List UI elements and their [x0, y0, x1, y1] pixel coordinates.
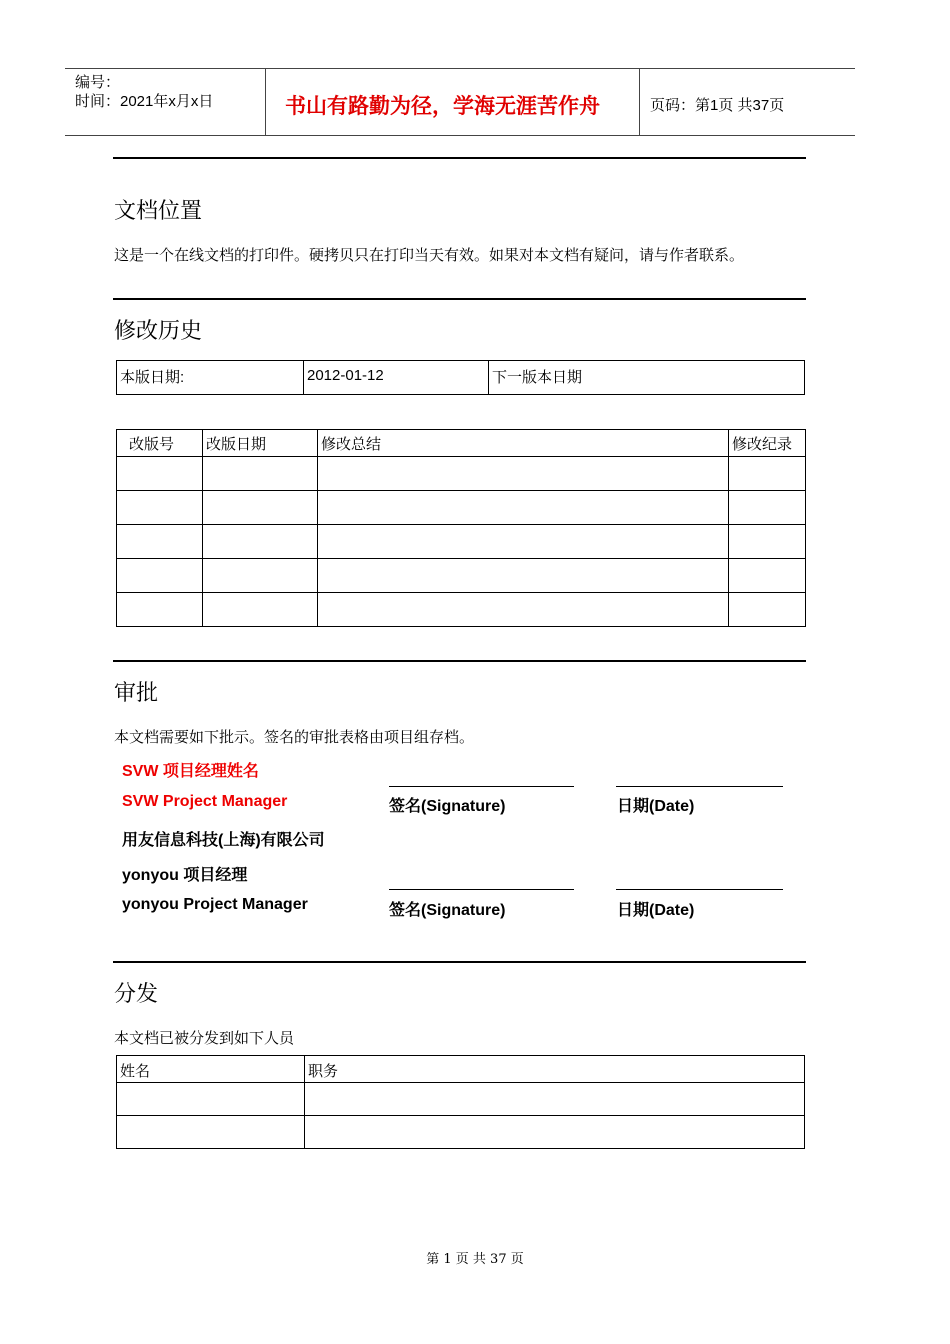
- company-name-label: 用友信息科技(上海)有限公司: [122, 832, 325, 849]
- revision-col-record: 修改纪录: [729, 430, 806, 457]
- header-motto: 书山有路勤为径，学海无涯苦作舟: [285, 94, 600, 118]
- version-date-table: [116, 360, 805, 395]
- yonyou-date-label: 日期(Date): [617, 902, 695, 919]
- version-date-label: 本版日期:: [120, 369, 185, 386]
- version-date-value-cell: [304, 361, 489, 395]
- next-version-label: 下一版本日期: [492, 368, 583, 386]
- svw-date-line: [616, 786, 783, 787]
- revision-col-date: 改版日期: [203, 430, 318, 457]
- table-row: [117, 1116, 805, 1149]
- section-title-approval: 审批: [114, 681, 159, 706]
- revision-table: [116, 429, 806, 627]
- location-text: 这是一个在线文档的打印件。硬拷贝只在打印当天有效。如果对本文档有疑问，请与作者联系。: [114, 246, 745, 264]
- table-row: [117, 525, 806, 559]
- svw-signature-label: 签名(Signature): [389, 798, 506, 815]
- yonyou-manager-en-label: yonyou Project Manager: [122, 896, 308, 913]
- yonyou-manager-cn-label: yonyou 项目经理: [122, 867, 248, 884]
- distribution-text: 本文档已被分发到如下人员: [114, 1029, 295, 1047]
- section-title-distribution: 分发: [114, 982, 159, 1007]
- header-page-info: 页码：第1页 共37页: [650, 97, 785, 114]
- version-date-value: 2012-01-12: [307, 367, 384, 384]
- version-date-label-cell: [117, 361, 304, 395]
- approval-text: 本文档需要如下批示。签名的审批表格由项目组存档。: [114, 728, 475, 746]
- revision-col-summary: 修改总结: [318, 430, 729, 457]
- table-row: [117, 593, 806, 627]
- section-rule-location: [113, 157, 806, 159]
- revision-header-row: [117, 430, 806, 457]
- yonyou-date-line: [616, 889, 783, 890]
- section-rule-history: [113, 298, 806, 300]
- section-rule-distribution: [113, 961, 806, 963]
- next-version-cell: [489, 361, 805, 395]
- header-time-label: 时间：2021年x月x日: [75, 93, 214, 110]
- table-row: [117, 457, 806, 491]
- table-row: [117, 559, 806, 593]
- table-row: [117, 491, 806, 525]
- svw-date-label: 日期(Date): [617, 798, 695, 815]
- header-bottom-border: [65, 135, 855, 136]
- revision-col-number: 改版号: [117, 430, 203, 457]
- distribution-col-position: 职务: [305, 1056, 805, 1083]
- distribution-header-row: [117, 1056, 805, 1083]
- svw-signature-line: [389, 786, 574, 787]
- section-title-history: 修改历史: [114, 319, 203, 344]
- svw-manager-title-label: SVW Project Manager: [122, 793, 288, 810]
- footer-page-info: 第 1 页 共 37 页: [426, 1252, 524, 1267]
- distribution-table: [116, 1055, 805, 1149]
- distribution-col-name: 姓名: [117, 1056, 305, 1083]
- section-rule-approval: [113, 660, 806, 662]
- section-title-location: 文档位置: [114, 199, 203, 224]
- header-divider-left: [265, 68, 266, 136]
- header-divider-right: [639, 68, 640, 136]
- svw-manager-name-label: SVW 项目经理姓名: [122, 763, 259, 780]
- yonyou-signature-label: 签名(Signature): [389, 902, 506, 919]
- table-row: [117, 1083, 805, 1116]
- header-top-border: [65, 68, 855, 69]
- header-number-label: 编号：: [75, 74, 121, 91]
- yonyou-signature-line: [389, 889, 574, 890]
